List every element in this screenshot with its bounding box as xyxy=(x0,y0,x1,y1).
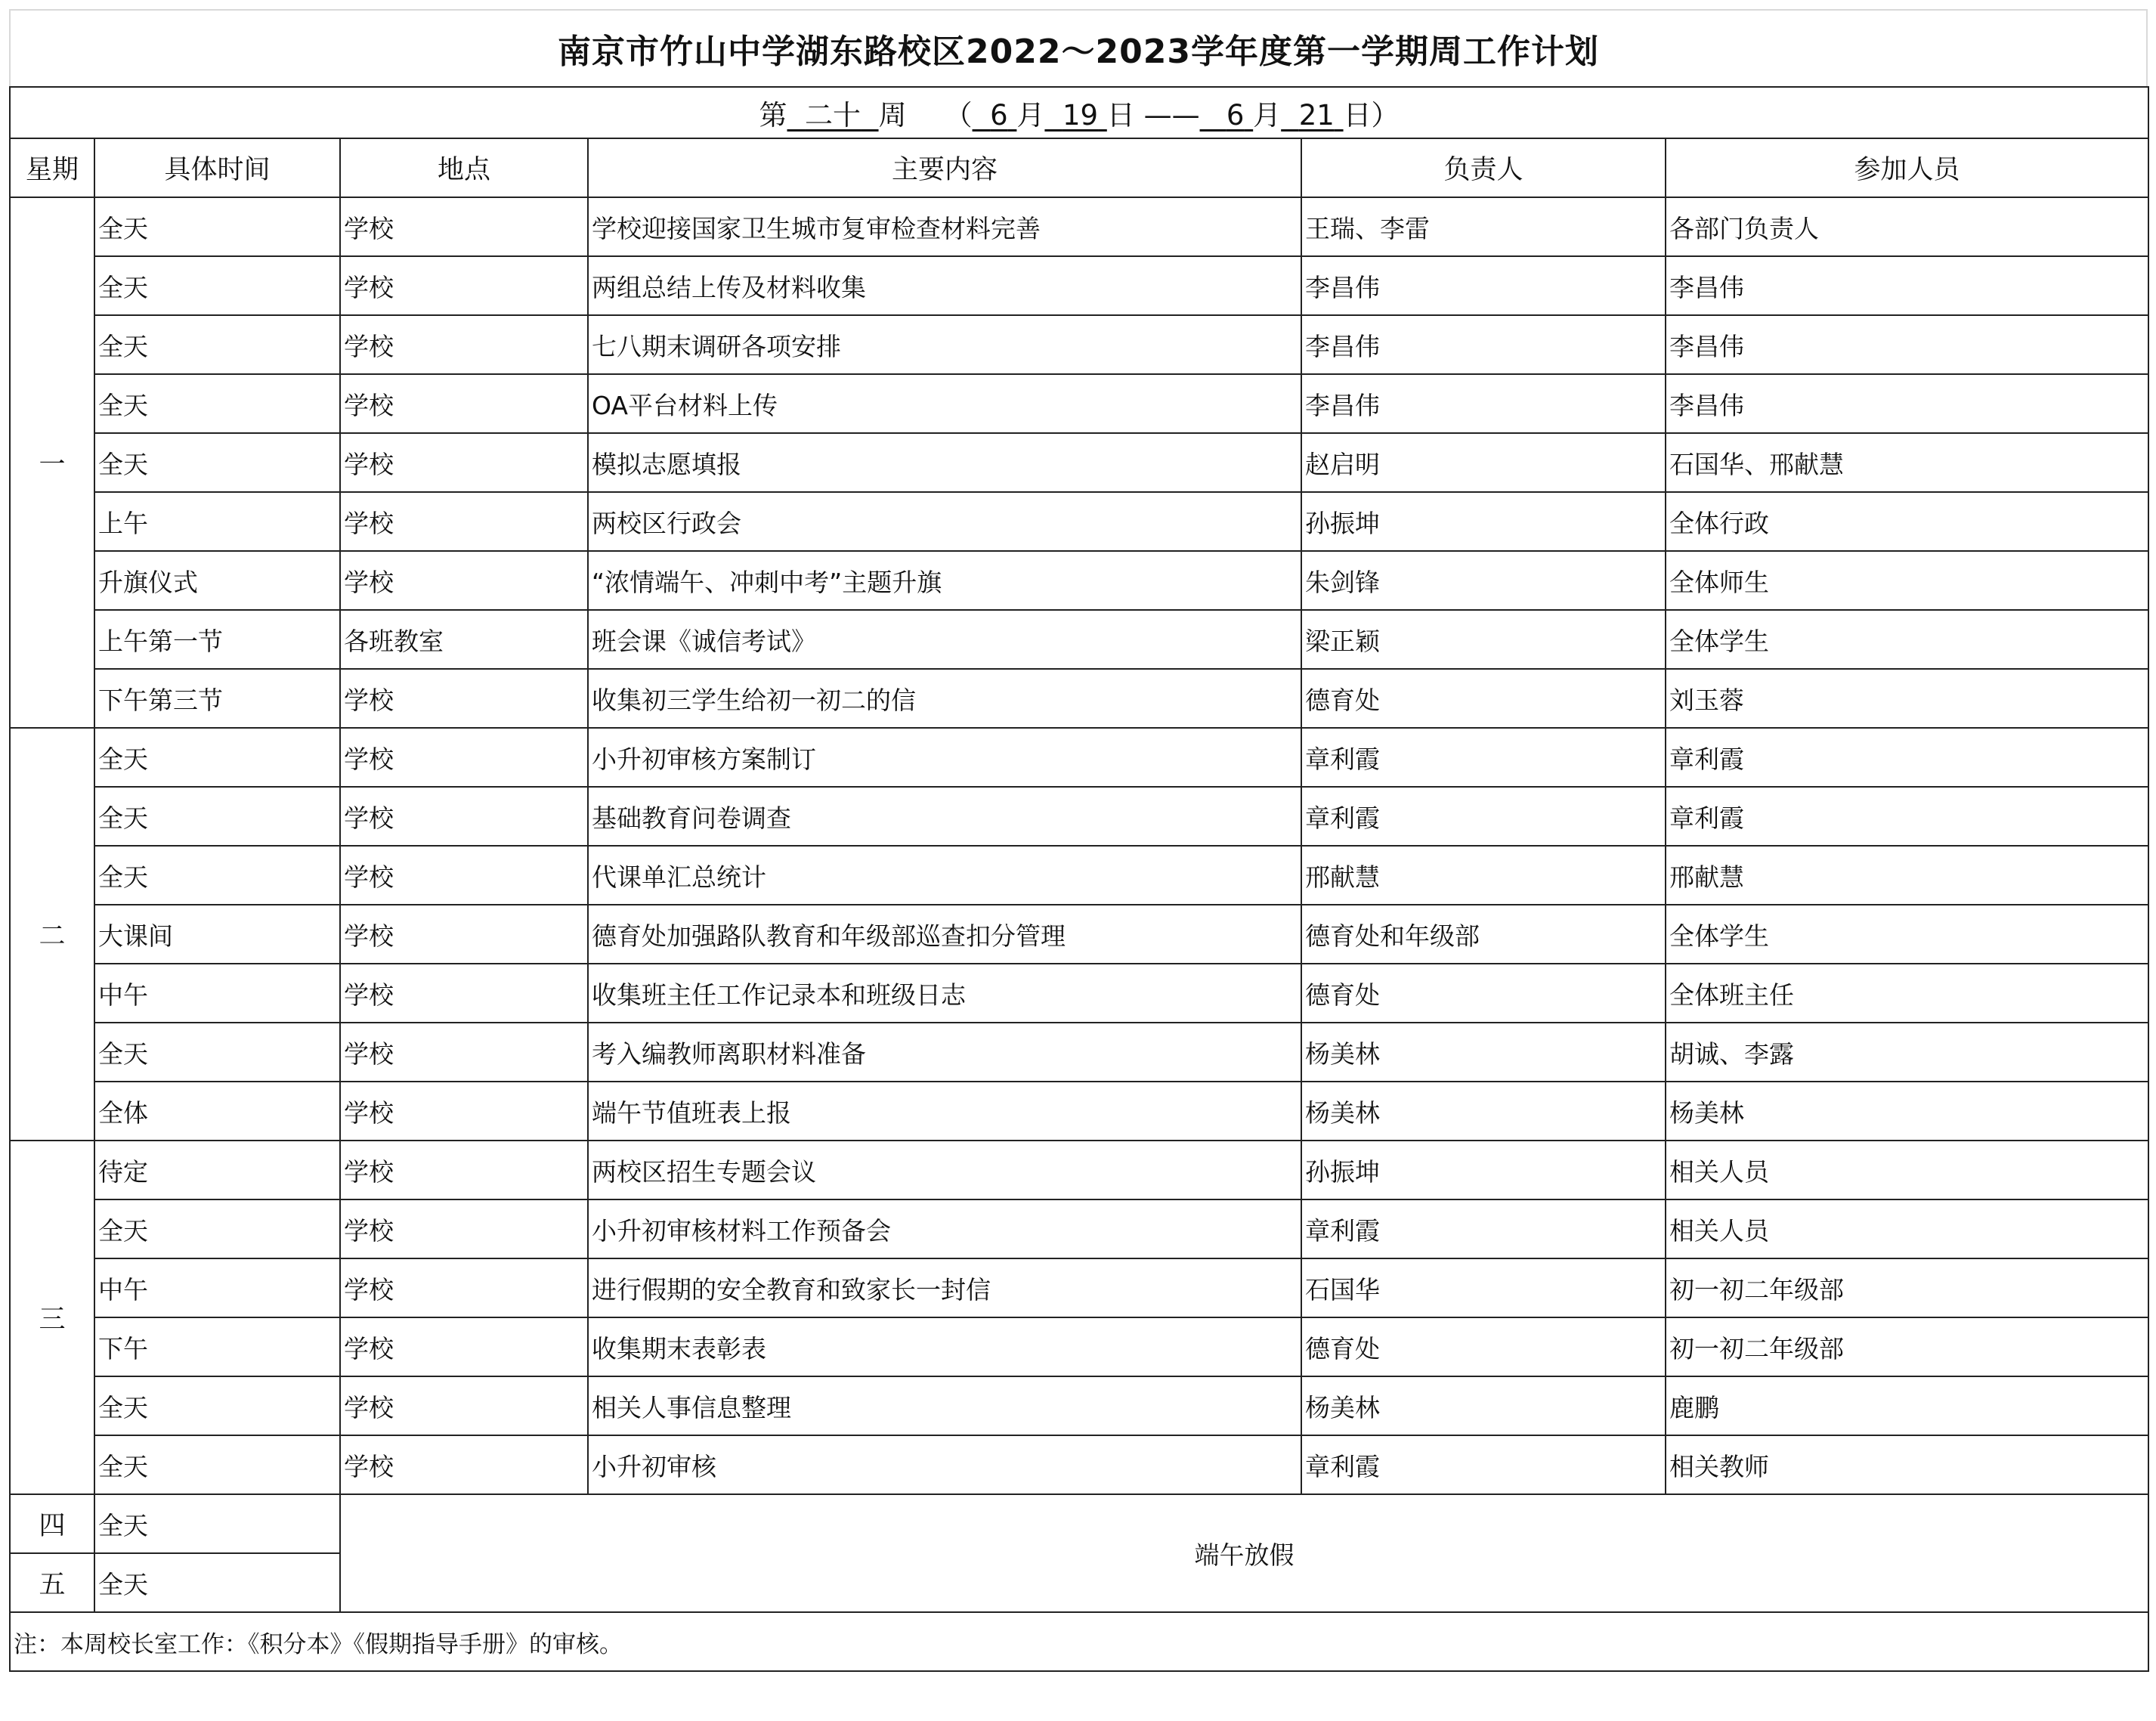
table-row xyxy=(10,1082,2148,1141)
content-cell: 小升初审核方案制订 xyxy=(588,728,1301,787)
time-cell: 全天 xyxy=(94,1023,340,1082)
content-cell: 考入编教师离职材料准备 xyxy=(588,1023,1301,1082)
table-row xyxy=(10,1258,2148,1317)
note-row xyxy=(10,1612,2148,1671)
end-day: 21 xyxy=(1298,99,1335,132)
weekday-cell: 三 xyxy=(10,1141,94,1494)
time-cell: 下午 xyxy=(94,1317,340,1376)
participants-cell: 章利霞 xyxy=(1666,728,2148,787)
participants-cell: 胡诚、李露 xyxy=(1666,1023,2148,1082)
table-row xyxy=(10,905,2148,964)
time-cell: 升旗仪式 xyxy=(94,551,340,610)
table-row xyxy=(10,197,2148,256)
content-cell: 两组总结上传及材料收集 xyxy=(588,256,1301,315)
start-day-label: 日 xyxy=(1106,99,1135,132)
participants-cell: 邢献慧 xyxy=(1666,846,2148,905)
weekday-cell: 五 xyxy=(10,1553,94,1612)
time-cell: 全体 xyxy=(94,1082,340,1141)
time-cell: 全天 xyxy=(94,197,340,256)
participants-cell: 相关教师 xyxy=(1666,1435,2148,1494)
content-cell: “浓情端午、冲刺中考”主题升旗 xyxy=(588,551,1301,610)
time-cell: 全天 xyxy=(94,728,340,787)
content-cell: 两校区招生专题会议 xyxy=(588,1141,1301,1199)
header-time: 具体时间 xyxy=(94,138,340,197)
content-cell: 收集初三学生给初一初二的信 xyxy=(588,669,1301,728)
time-cell: 全天 xyxy=(94,1494,340,1553)
table-row xyxy=(10,610,2148,669)
owner-cell: 杨美林 xyxy=(1301,1082,1666,1141)
weekday-cell: 一 xyxy=(10,197,94,728)
header-owner: 负责人 xyxy=(1301,138,1666,197)
owner-cell: 德育处 xyxy=(1301,1317,1666,1376)
place-cell: 学校 xyxy=(340,787,588,846)
table-row xyxy=(10,787,2148,846)
place-cell: 学校 xyxy=(340,1082,588,1141)
place-cell: 学校 xyxy=(340,1141,588,1199)
weekday-cell: 二 xyxy=(10,728,94,1141)
end-month-label: 月 xyxy=(1253,99,1282,132)
week-unit: 周 xyxy=(878,99,907,132)
content-cell: 代课单汇总统计 xyxy=(588,846,1301,905)
week-range-cell xyxy=(10,87,2148,138)
open-paren: （ xyxy=(944,99,973,132)
participants-cell: 石国华、邢献慧 xyxy=(1666,433,2148,492)
place-cell: 学校 xyxy=(340,964,588,1023)
time-cell: 中午 xyxy=(94,1258,340,1317)
time-cell: 全天 xyxy=(94,1376,340,1435)
place-cell: 学校 xyxy=(340,551,588,610)
place-cell: 学校 xyxy=(340,256,588,315)
weekday-cell: 四 xyxy=(10,1494,94,1553)
participants-cell: 相关人员 xyxy=(1666,1141,2148,1199)
owner-cell: 李昌伟 xyxy=(1301,374,1666,433)
footnote-cell: 注：本周校长室工作：《积分本》《假期指导手册》的审核。 xyxy=(10,1612,2148,1671)
table-row xyxy=(10,728,2148,787)
content-cell: 进行假期的安全教育和致家长一封信 xyxy=(588,1258,1301,1317)
owner-cell: 朱剑锋 xyxy=(1301,551,1666,610)
participants-cell: 李昌伟 xyxy=(1666,315,2148,374)
place-cell: 学校 xyxy=(340,905,588,964)
content-cell: 相关人事信息整理 xyxy=(588,1376,1301,1435)
place-cell: 学校 xyxy=(340,1435,588,1494)
date-dash: —— xyxy=(1143,99,1200,132)
participants-cell: 鹿鹏 xyxy=(1666,1376,2148,1435)
place-cell: 学校 xyxy=(340,374,588,433)
table-row xyxy=(10,669,2148,728)
place-cell: 学校 xyxy=(340,197,588,256)
time-cell: 全天 xyxy=(94,374,340,433)
place-cell: 学校 xyxy=(340,492,588,551)
place-cell: 学校 xyxy=(340,669,588,728)
holiday-note-cell: 端午放假 xyxy=(340,1494,2148,1612)
table-row xyxy=(10,433,2148,492)
place-cell: 学校 xyxy=(340,1317,588,1376)
header-place: 地点 xyxy=(340,138,588,197)
content-cell: 小升初审核材料工作预备会 xyxy=(588,1199,1301,1258)
time-cell: 全天 xyxy=(94,256,340,315)
owner-cell: 杨美林 xyxy=(1301,1023,1666,1082)
table-row xyxy=(10,1023,2148,1082)
time-cell: 上午 xyxy=(94,492,340,551)
place-cell: 学校 xyxy=(340,1258,588,1317)
table-row xyxy=(10,492,2148,551)
table-row xyxy=(10,1199,2148,1258)
end-day-label: 日） xyxy=(1343,99,1400,132)
participants-cell: 相关人员 xyxy=(1666,1199,2148,1258)
owner-cell: 孙振坤 xyxy=(1301,492,1666,551)
start-month: 6 xyxy=(990,99,1008,132)
week-prefix: 第 xyxy=(759,99,787,132)
participants-cell: 全体师生 xyxy=(1666,551,2148,610)
time-cell: 全天 xyxy=(94,846,340,905)
place-cell: 学校 xyxy=(340,728,588,787)
week-number: 二十 xyxy=(805,99,861,132)
time-cell: 全天 xyxy=(94,1553,340,1612)
content-cell: 收集期末表彰表 xyxy=(588,1317,1301,1376)
holiday-row xyxy=(10,1494,2148,1553)
table-row xyxy=(10,256,2148,315)
participants-cell: 全体行政 xyxy=(1666,492,2148,551)
owner-cell: 德育处和年级部 xyxy=(1301,905,1666,964)
place-cell: 学校 xyxy=(340,846,588,905)
content-cell: 端午节值班表上报 xyxy=(588,1082,1301,1141)
content-cell: OA平台材料上传 xyxy=(588,374,1301,433)
start-day: 19 xyxy=(1062,99,1099,132)
start-month-label: 月 xyxy=(1016,99,1045,132)
content-cell: 学校迎接国家卫生城市复审检查材料完善 xyxy=(588,197,1301,256)
owner-cell: 李昌伟 xyxy=(1301,315,1666,374)
header-participants: 参加人员 xyxy=(1666,138,2148,197)
owner-cell: 章利霞 xyxy=(1301,1435,1666,1494)
time-cell: 待定 xyxy=(94,1141,340,1199)
end-month: 6 xyxy=(1226,99,1245,132)
participants-cell: 李昌伟 xyxy=(1666,374,2148,433)
week-range-row xyxy=(10,87,2148,138)
time-cell: 大课间 xyxy=(94,905,340,964)
time-cell: 中午 xyxy=(94,964,340,1023)
owner-cell: 杨美林 xyxy=(1301,1376,1666,1435)
place-cell: 学校 xyxy=(340,1023,588,1082)
owner-cell: 石国华 xyxy=(1301,1258,1666,1317)
document-title: 南京市竹山中学湖东路校区2022～2023学年度第一学期周工作计划 xyxy=(9,9,2148,86)
header-content: 主要内容 xyxy=(588,138,1301,197)
participants-cell: 李昌伟 xyxy=(1666,256,2148,315)
content-cell: 小升初审核 xyxy=(588,1435,1301,1494)
header-row xyxy=(10,138,2148,197)
participants-cell: 初一初二年级部 xyxy=(1666,1258,2148,1317)
content-cell: 基础教育问卷调查 xyxy=(588,787,1301,846)
content-cell: 班会课《诚信考试》 xyxy=(588,610,1301,669)
participants-cell: 章利霞 xyxy=(1666,787,2148,846)
participants-cell: 刘玉蓉 xyxy=(1666,669,2148,728)
work-plan-table xyxy=(9,86,2149,1672)
owner-cell: 章利霞 xyxy=(1301,728,1666,787)
content-cell: 德育处加强路队教育和年级部巡查扣分管理 xyxy=(588,905,1301,964)
time-cell: 上午第一节 xyxy=(94,610,340,669)
content-cell: 两校区行政会 xyxy=(588,492,1301,551)
content-cell: 收集班主任工作记录本和班级日志 xyxy=(588,964,1301,1023)
participants-cell: 初一初二年级部 xyxy=(1666,1317,2148,1376)
table-row xyxy=(10,964,2148,1023)
header-weekday: 星期 xyxy=(10,138,94,197)
owner-cell: 王瑞、李雷 xyxy=(1301,197,1666,256)
owner-cell: 章利霞 xyxy=(1301,1199,1666,1258)
content-cell: 模拟志愿填报 xyxy=(588,433,1301,492)
owner-cell: 德育处 xyxy=(1301,669,1666,728)
time-cell: 全天 xyxy=(94,433,340,492)
place-cell: 学校 xyxy=(340,433,588,492)
participants-cell: 全体学生 xyxy=(1666,610,2148,669)
time-cell: 全天 xyxy=(94,1199,340,1258)
place-cell: 学校 xyxy=(340,1376,588,1435)
owner-cell: 德育处 xyxy=(1301,964,1666,1023)
time-cell: 下午第三节 xyxy=(94,669,340,728)
owner-cell: 梁正颖 xyxy=(1301,610,1666,669)
table-row xyxy=(10,1317,2148,1376)
place-cell: 学校 xyxy=(340,1199,588,1258)
owner-cell: 李昌伟 xyxy=(1301,256,1666,315)
participants-cell: 全体学生 xyxy=(1666,905,2148,964)
owner-cell: 邢献慧 xyxy=(1301,846,1666,905)
owner-cell: 赵启明 xyxy=(1301,433,1666,492)
owner-cell: 孙振坤 xyxy=(1301,1141,1666,1199)
table-row xyxy=(10,1376,2148,1435)
owner-cell: 章利霞 xyxy=(1301,787,1666,846)
table-row xyxy=(10,1435,2148,1494)
participants-cell: 杨美林 xyxy=(1666,1082,2148,1141)
participants-cell: 全体班主任 xyxy=(1666,964,2148,1023)
table-row xyxy=(10,551,2148,610)
weekly-plan-sheet xyxy=(9,9,2148,1672)
table-row xyxy=(10,846,2148,905)
place-cell: 各班教室 xyxy=(340,610,588,669)
participants-cell: 各部门负责人 xyxy=(1666,197,2148,256)
table-row xyxy=(10,1141,2148,1199)
time-cell: 全天 xyxy=(94,315,340,374)
time-cell: 全天 xyxy=(94,787,340,846)
content-cell: 七八期末调研各项安排 xyxy=(588,315,1301,374)
table-row xyxy=(10,374,2148,433)
place-cell: 学校 xyxy=(340,315,588,374)
table-row xyxy=(10,315,2148,374)
time-cell: 全天 xyxy=(94,1435,340,1494)
